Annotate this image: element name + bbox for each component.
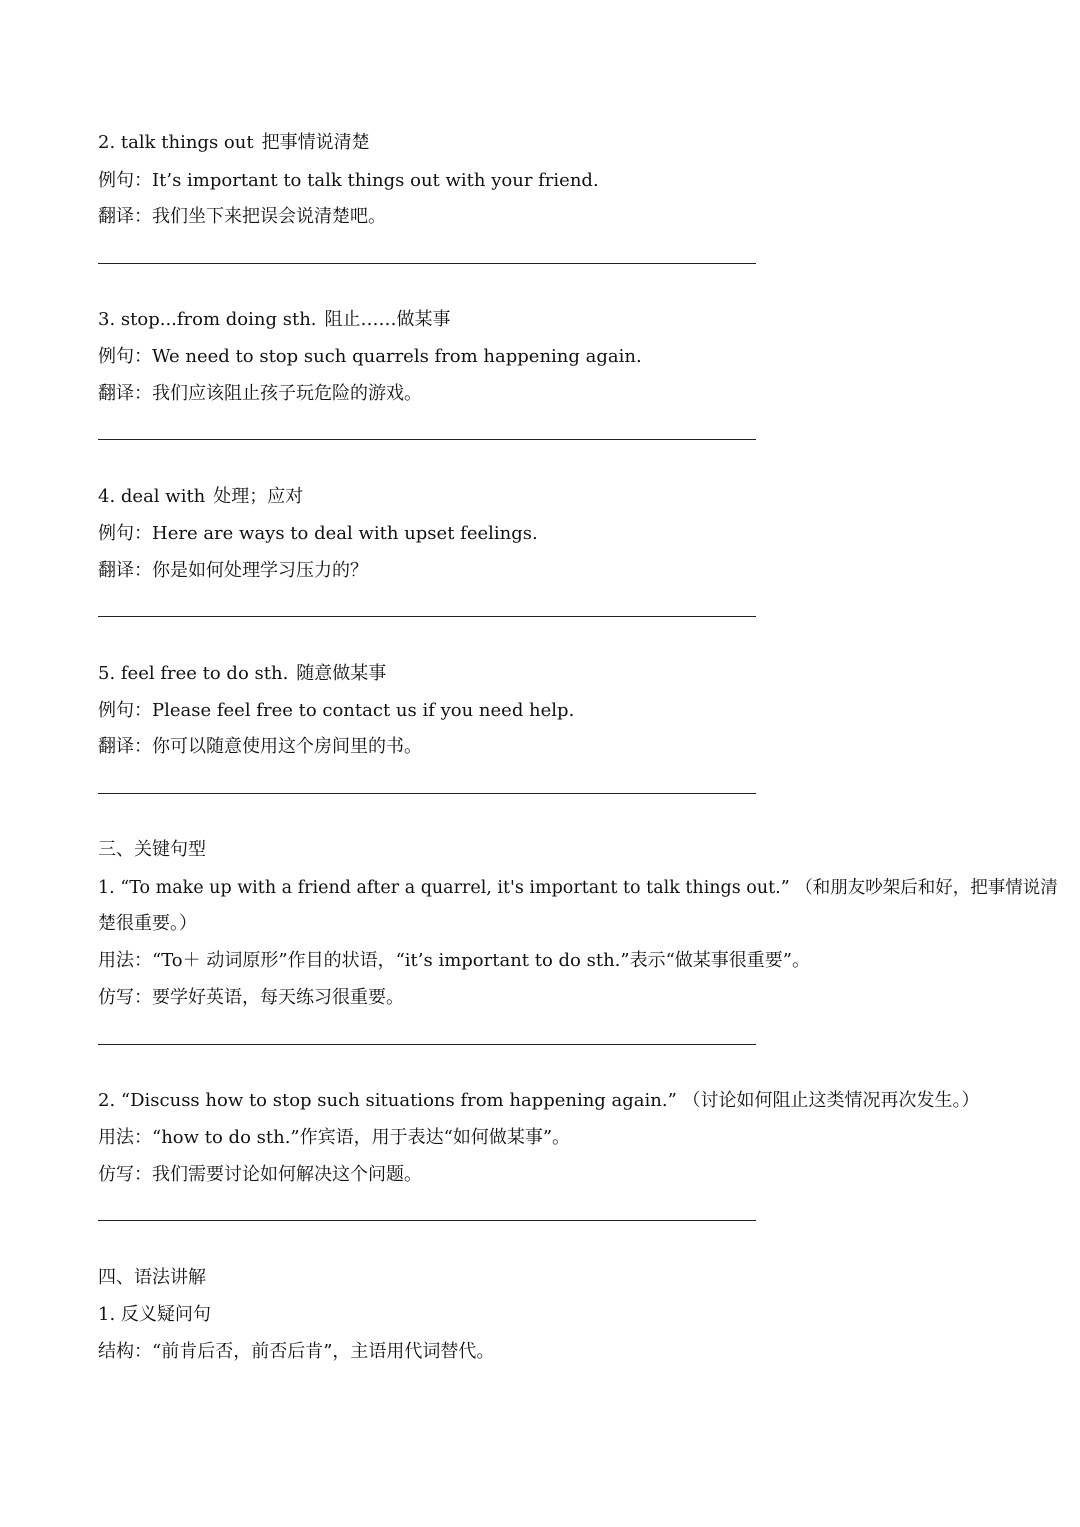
translate-line [98,559,368,583]
answer-line[interactable] [98,616,756,617]
vocab-phrase: 3. stop...from doing sth. [98,309,317,330]
example-line [98,699,574,723]
translate-prompt: 你是如何处理学习压力的？ [152,560,368,581]
vocab-meaning: 处理；应对 [213,486,304,507]
example-label: 例句： [98,700,152,721]
structure-line [98,1340,494,1364]
translate-prompt: 你可以随意使用这个房间里的书。 [152,736,422,757]
key-sentence-continuation: 楚很重要。） [98,913,197,934]
structure-label: 结构： [98,1341,152,1362]
example-line [98,522,538,546]
imitate-line [98,1163,422,1187]
usage-label: 用法： [98,950,152,971]
example-line [98,345,642,369]
imitate-line [98,986,404,1010]
vocab-phrase: 2. talk things out [98,132,254,153]
example-sentence: We need to stop such quarrels from happening again. [152,346,642,367]
section-title: 三、关键句型 [98,839,206,860]
vocab-meaning: 阻止……做某事 [324,309,451,330]
example-sentence: Please feel free to contact us if you need help. [152,700,575,721]
translate-label: 翻译： [98,383,152,404]
answer-line[interactable] [98,1044,756,1045]
usage-text: “To＋ 动词原形”作目的状语，“it’s important to do sth.”表示“做某事很重要”。 [152,950,811,971]
translate-label: 翻译： [98,736,152,757]
answer-line[interactable] [98,263,756,264]
translate-prompt: 我们应该阻止孩子玩危险的游戏。 [152,383,422,404]
grammar-subtitle: 1. 反义疑问句 [98,1304,211,1325]
imitate-label: 仿写： [98,1164,152,1185]
translate-prompt: 我们坐下来把误会说清楚吧。 [152,206,386,227]
vocab-heading [98,131,370,155]
key-sentence-line: 1. “To make up with a friend after a quarrel, it's important to talk things out.” （和朋友吵架后和好，把事情说清 [98,878,1058,898]
vocab-heading [98,485,303,509]
imitate-label: 仿写： [98,987,152,1008]
translate-line [98,205,386,229]
vocab-meaning: 随意做某事 [296,663,387,684]
example-line [98,169,599,193]
vocab-phrase: 5. feel free to do sth. [98,663,289,684]
key-sentence-line: 2. “Discuss how to stop such situations from happening again.” （讨论如何阻止这类情况再次发生。） [98,1090,980,1111]
usage-line [98,949,810,973]
translate-label: 翻译： [98,560,152,581]
usage-text: “how to do sth.”作宾语，用于表达“如何做某事”。 [152,1127,571,1148]
answer-line[interactable] [98,1220,756,1221]
vocab-heading [98,662,386,686]
vocab-meaning: 把事情说清楚 [261,132,370,153]
structure-text: “前肯后否，前否后肯”，主语用代词替代。 [152,1341,495,1362]
answer-line[interactable] [98,793,756,794]
usage-line [98,1126,570,1150]
example-sentence: It’s important to talk things out with your friend. [152,170,599,191]
vocab-phrase: 4. deal with [98,486,206,507]
imitate-prompt: 要学好英语，每天练习很重要。 [152,987,404,1008]
translate-line [98,735,422,759]
translate-label: 翻译： [98,206,152,227]
usage-label: 用法： [98,1127,152,1148]
example-label: 例句： [98,523,152,544]
section-title: 四、语法讲解 [98,1267,206,1288]
example-sentence: Here are ways to deal with upset feelings. [152,523,538,544]
example-label: 例句： [98,170,152,191]
vocab-heading [98,308,451,332]
answer-line[interactable] [98,439,756,440]
example-label: 例句： [98,346,152,367]
imitate-prompt: 我们需要讨论如何解决这个问题。 [152,1164,422,1185]
translate-line [98,382,422,406]
